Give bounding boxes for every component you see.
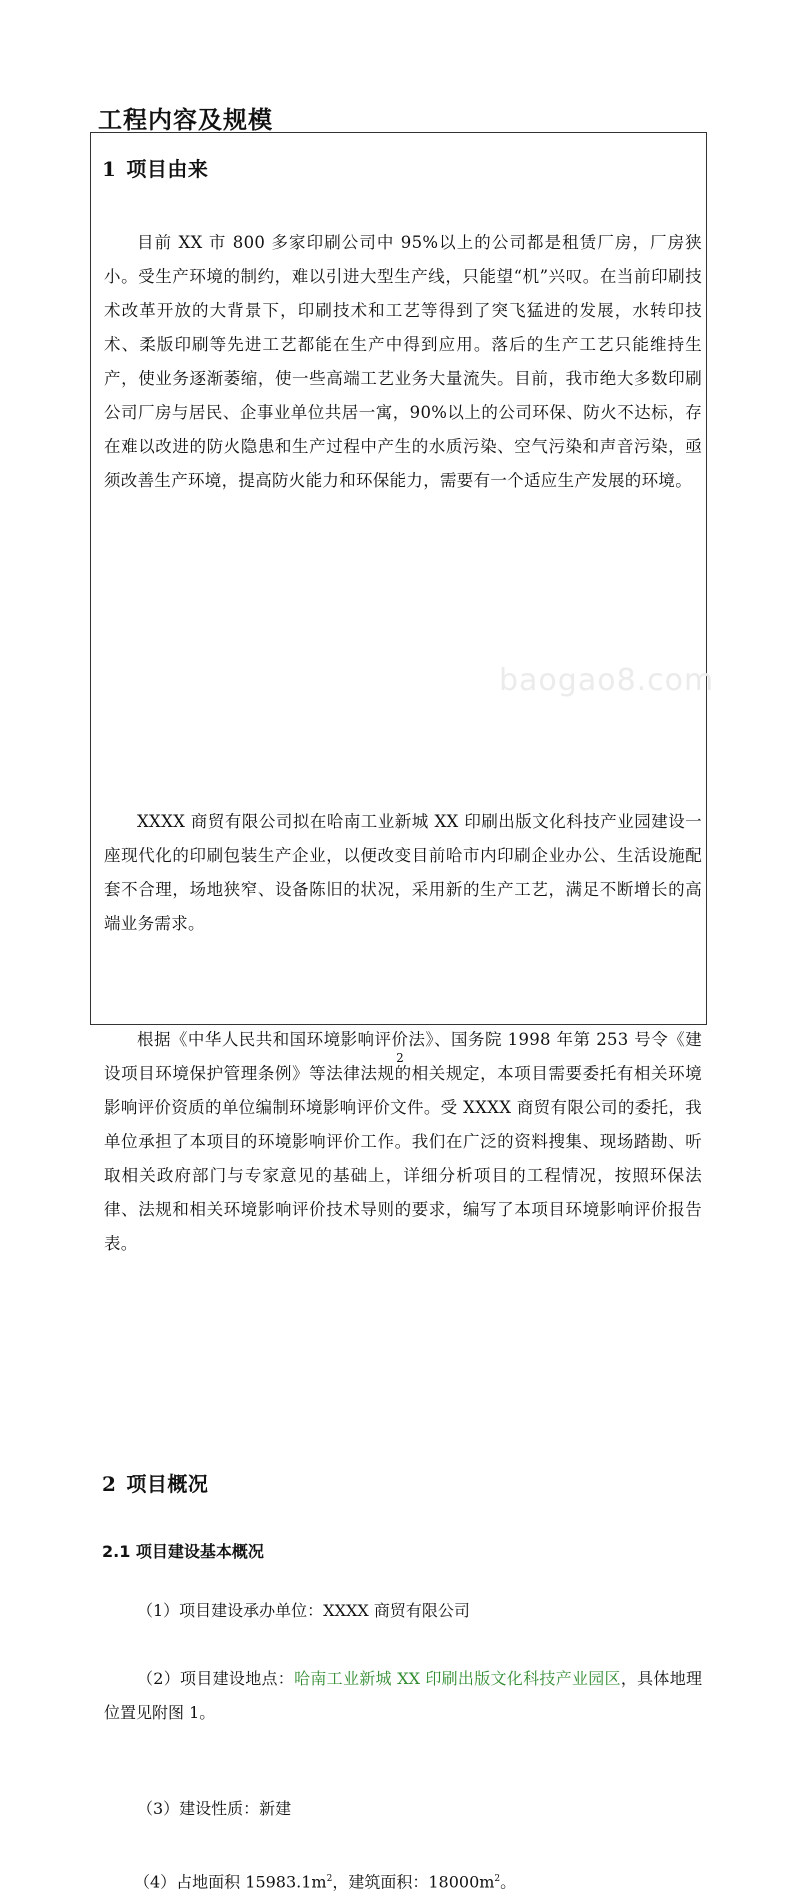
- page-heading: 工程内容及规模: [98, 105, 273, 134]
- item-area-suffix: 。: [500, 1872, 517, 1892]
- item-sponsor: （1）项目建设承办单位：XXXX 商贸有限公司: [137, 1601, 470, 1620]
- item-location-place: 哈南工业新城 XX 印刷出版文化科技产业园区: [294, 1669, 621, 1688]
- item-nature: （3）建设性质：新建: [137, 1799, 292, 1818]
- item-location-suffix: ，具体地理位置见附图 1。: [104, 1669, 702, 1722]
- item-location: [104, 1662, 702, 1730]
- item-area-sup-2: 2: [494, 1874, 501, 1884]
- item-area-prefix: （4）占地面积 15983.1m: [134, 1872, 327, 1892]
- section-1-paragraph-1: 目前 XX 市 800 多家印刷公司中 95%以上的公司都是租赁厂房，厂房狭小。受生产环境的制约，难以引进大型生产线，只能望“机”兴叹。在当前印刷技术改革开放的大背景下，印刷技术和工艺等得到了突飞猛进的发展，水转印技术、柔版印刷等先进工艺都能在生产中得到应用。落后的生产工艺只能维持生产，使业务逐渐萎缩，使一些高端工艺业务大量流失。目前，我市绝大多数印刷公司厂房与居民、企事业单位共居一寓，90%以上的公司环保、防火不达标，存在难以改进的防火隐患和生产过程中产生的水质污染、空气污染和声音污染，亟须改善生产环境，提高防火能力和环保能力，需要有一个适应生产发展的环境。: [104, 233, 702, 490]
- section-1-number: 1: [102, 157, 117, 181]
- item-area: [104, 1862, 702, 1899]
- section-2-number: 2: [102, 1472, 117, 1496]
- subsection-2-1-heading: 2.1 项目建设基本概况: [102, 1542, 264, 1561]
- item-location-prefix: （2）项目建设地点：: [137, 1669, 295, 1688]
- section-1-paragraph-3: 根据《中华人民共和国环境影响评价法》、国务院 1998 年第 253 号令《建设项目环境保护管理条例》等法律法规的相关规定，本项目需要委托有相关环境影响评价资质的单位编制环境影响评价文件。受 XXXX 商贸有限公司的委托，我单位承担了本项目的环境影响评价工作。我们在广泛的资料搜集、现场踏勘、听取相关政府部门与专家意见的基础上，详细分析项目的工程情况，按照环保法律、法规和相关环境影响评价技术导则的要求，编写了本项目环境影响评价报告表。: [104, 1030, 702, 1253]
- content-box: [90, 132, 715, 1892]
- watermark: baogao8.com: [499, 663, 715, 698]
- item-area-sup-1: 2: [326, 1874, 333, 1884]
- item-area-mid: ，建筑面积：18000m: [332, 1872, 495, 1892]
- section-2-title: 项目概况: [126, 1472, 209, 1496]
- page-number: 2: [396, 1051, 404, 1065]
- section-1-paragraph-2: XXXX 商贸有限公司拟在哈南工业新城 XX 印刷出版文化科技产业园建设一座现代化的印刷包装生产企业，以便改变目前哈市内印刷企业办公、生活设施配套不合理，场地狭窄、设备陈旧的状况，采用新的生产工艺，满足不断增长的高端业务需求。: [104, 812, 702, 933]
- section-1-title: 项目由来: [126, 157, 209, 181]
- section-1-heading: [102, 153, 717, 182]
- section-2-heading: [102, 1468, 717, 1497]
